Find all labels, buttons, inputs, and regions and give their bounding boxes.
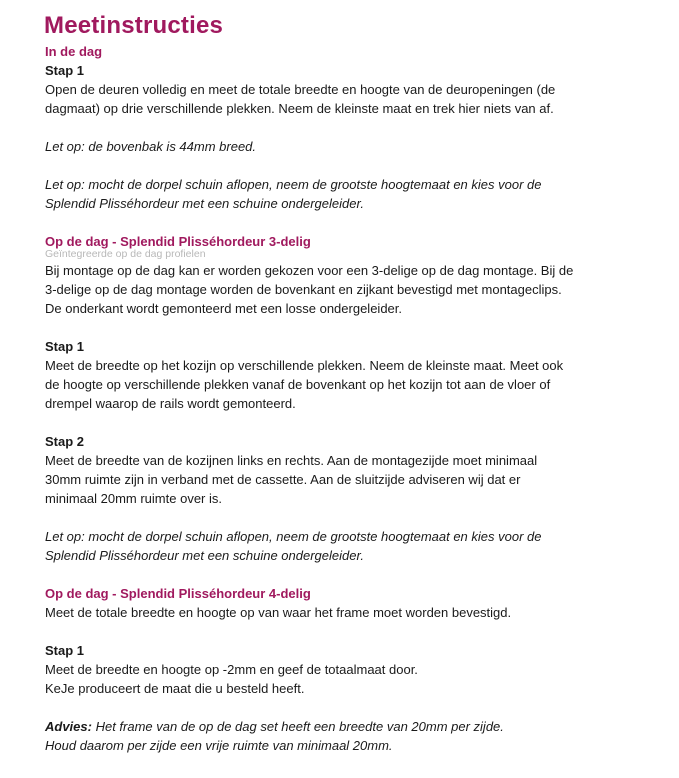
advice-text-line: Houd daarom per zijde een vrije ruimte van minimaal 20mm. bbox=[45, 738, 393, 753]
step-text-line: KeJe produceert de maat die u besteld heeft. bbox=[45, 681, 305, 696]
intro-text-line: Bij montage op de dag kan er worden gekozen voor een 3-delige op de dag montage. Bij de bbox=[45, 263, 574, 278]
section-heading-op-de-dag-3: Op de dag - Splendid Plisséhordeur 3-delig bbox=[45, 234, 311, 249]
step-label: Stap 1 bbox=[45, 643, 85, 658]
step-text-line: 30mm ruimte zijn in verband met de cassette. Aan de sluitzijde adviseren wij dat er bbox=[45, 472, 521, 487]
step-text-line: dagmaat) op drie verschillende plekken. Neem de kleinste maat en trek hier niets van af. bbox=[45, 101, 554, 116]
step-label: Stap 1 bbox=[45, 339, 85, 354]
note-text-line: Let op: mocht de dorpel schuin aflopen, neem de grootste hoogtemaat en kies voor de bbox=[45, 529, 542, 544]
step-label: Stap 1 bbox=[45, 63, 85, 78]
section-subtitle: Geïntegreerde op de dag profielen bbox=[45, 248, 206, 260]
note-text-line: Splendid Plisséhordeur met een schuine ondergeleider. bbox=[45, 196, 364, 211]
note-text: Let op: de bovenbak is 44mm breed. bbox=[45, 139, 257, 154]
step-label: Stap 2 bbox=[45, 434, 85, 449]
intro-text-line: De onderkant wordt gemonteerd met een losse ondergeleider. bbox=[45, 301, 402, 316]
advice-label: Advies: bbox=[45, 719, 92, 734]
step-text-line: Meet de breedte van de kozijnen links en rechts. Aan de montagezijde moet minimaal bbox=[45, 453, 538, 468]
step-text-line: de hoogte op verschillende plekken vanaf de bovenkant op het kozijn tot aan de vloer of bbox=[45, 377, 551, 392]
note-text-line: Splendid Plisséhordeur met een schuine ondergeleider. bbox=[45, 548, 364, 563]
advice-text: Het frame van de op de dag set heeft een breedte van 20mm per zijde. bbox=[91, 719, 504, 734]
intro-text-line: 3-delige op de dag montage worden de bovenkant en zijkant bevestigd met montageclips. bbox=[45, 282, 562, 297]
note-text-line: Let op: mocht de dorpel schuin aflopen, neem de grootste hoogtemaat en kies voor de bbox=[45, 177, 542, 192]
step-text-line: drempel waarop de rails wordt gemonteerd. bbox=[45, 396, 296, 411]
page-title: Meetinstructies bbox=[44, 12, 224, 39]
step-text-line: minimaal 20mm ruimte over is. bbox=[45, 491, 222, 506]
step-text-line: Open de deuren volledig en meet de totale breedte en hoogte van de deuropeningen (de bbox=[45, 82, 556, 97]
advice-text-line bbox=[45, 717, 655, 736]
section-heading-op-de-dag-4: Op de dag - Splendid Plisséhordeur 4-delig bbox=[45, 586, 311, 601]
step-text-line: Meet de breedte en hoogte op -2mm en geef de totaalmaat door. bbox=[45, 662, 418, 677]
intro-text: Meet de totale breedte en hoogte op van waar het frame moet worden bevestigd. bbox=[45, 605, 512, 620]
step-text-line: Meet de breedte op het kozijn op verschillende plekken. Neem de kleinste maat. Meet ook bbox=[45, 358, 564, 373]
section-heading-in-de-dag: In de dag bbox=[45, 44, 103, 59]
